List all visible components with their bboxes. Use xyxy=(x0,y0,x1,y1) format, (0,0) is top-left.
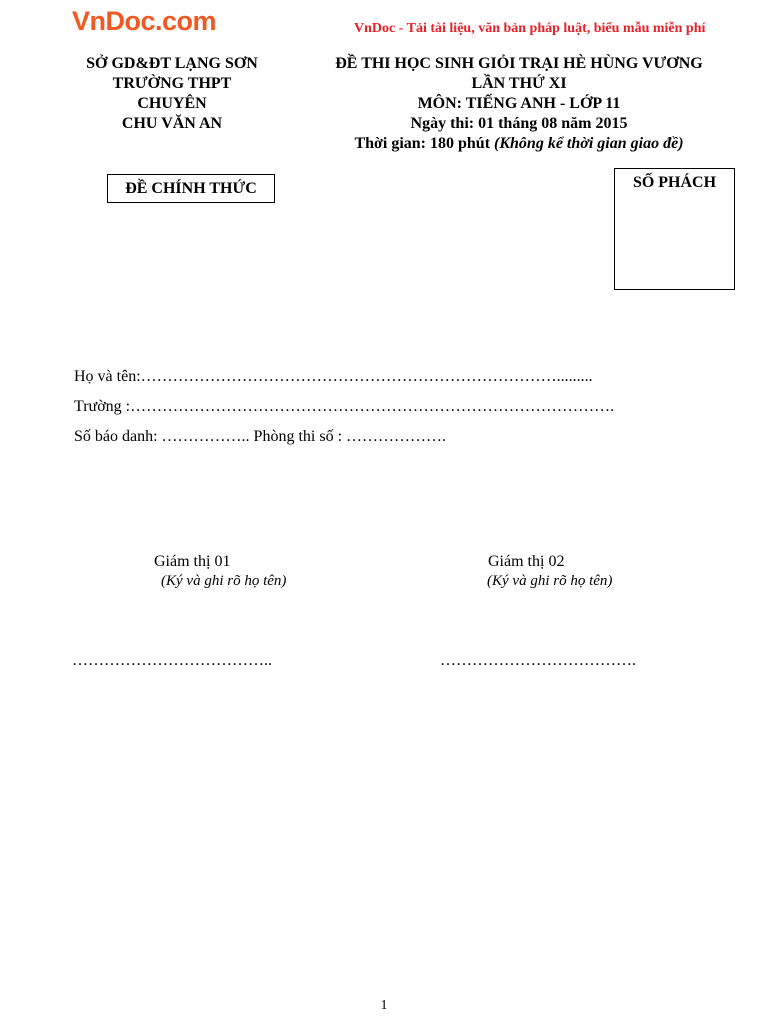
exam-title: ĐỀ THI HỌC SINH GIỎI TRẠI HÈ HÙNG VƯƠNG xyxy=(335,55,703,72)
page-number: 1 xyxy=(380,998,388,1013)
exam-heading xyxy=(300,54,738,154)
issuer-line-4: CHU VĂN AN xyxy=(121,115,223,132)
issuer-line-2: TRƯỜNG THPT xyxy=(112,75,232,92)
proctor-2-title: Giám thị 02 xyxy=(488,553,565,570)
official-exam-label: ĐỀ CHÍNH THỨC xyxy=(107,174,275,203)
proctor-2-note: (Ký và ghi rõ họ tên) xyxy=(487,573,613,589)
sophach-label: SỐ PHÁCH xyxy=(632,174,717,191)
exam-date: Ngày thi: 01 tháng 08 năm 2015 xyxy=(410,115,628,132)
exam-duration xyxy=(300,134,738,154)
proctor-2-signature-line[interactable]: ………………………………. xyxy=(440,652,636,669)
vndoc-logo[interactable] xyxy=(72,8,216,35)
issuer-line-3: CHUYÊN xyxy=(137,95,207,112)
proctor-1-signature-line[interactable]: ……………………………….. xyxy=(72,652,272,669)
sophach-box xyxy=(614,168,735,290)
school-field[interactable]: Trường :………………………………………………………………………………. xyxy=(74,398,615,415)
logo-suffix: .com xyxy=(155,6,217,36)
candidate-field[interactable]: Số báo danh: …………….. Phòng thi số : ………………. xyxy=(74,428,447,445)
issuer-line-1: SỞ GD&ĐT LẠNG SƠN xyxy=(86,55,258,72)
proctor-1-title: Giám thị 01 xyxy=(154,553,231,570)
logo-main: VnDoc xyxy=(72,6,156,36)
duration-text: Thời gian: 180 phút xyxy=(354,135,495,152)
name-field[interactable]: Họ và tên:……………………………………………………………………......... xyxy=(74,368,593,385)
duration-note: (Không kể thời gian giao đề) xyxy=(494,135,684,152)
exam-edition: LẦN THỨ XI xyxy=(471,75,567,92)
proctor-1-note: (Ký và ghi rõ họ tên) xyxy=(161,573,287,589)
exam-subject: MÔN: TIẾNG ANH - LỚP 11 xyxy=(417,95,621,112)
issuer-heading xyxy=(70,54,274,134)
site-tagline: VnDoc - Tải tài liệu, văn bản pháp luật, biểu mẫu miễn phí xyxy=(354,21,706,36)
